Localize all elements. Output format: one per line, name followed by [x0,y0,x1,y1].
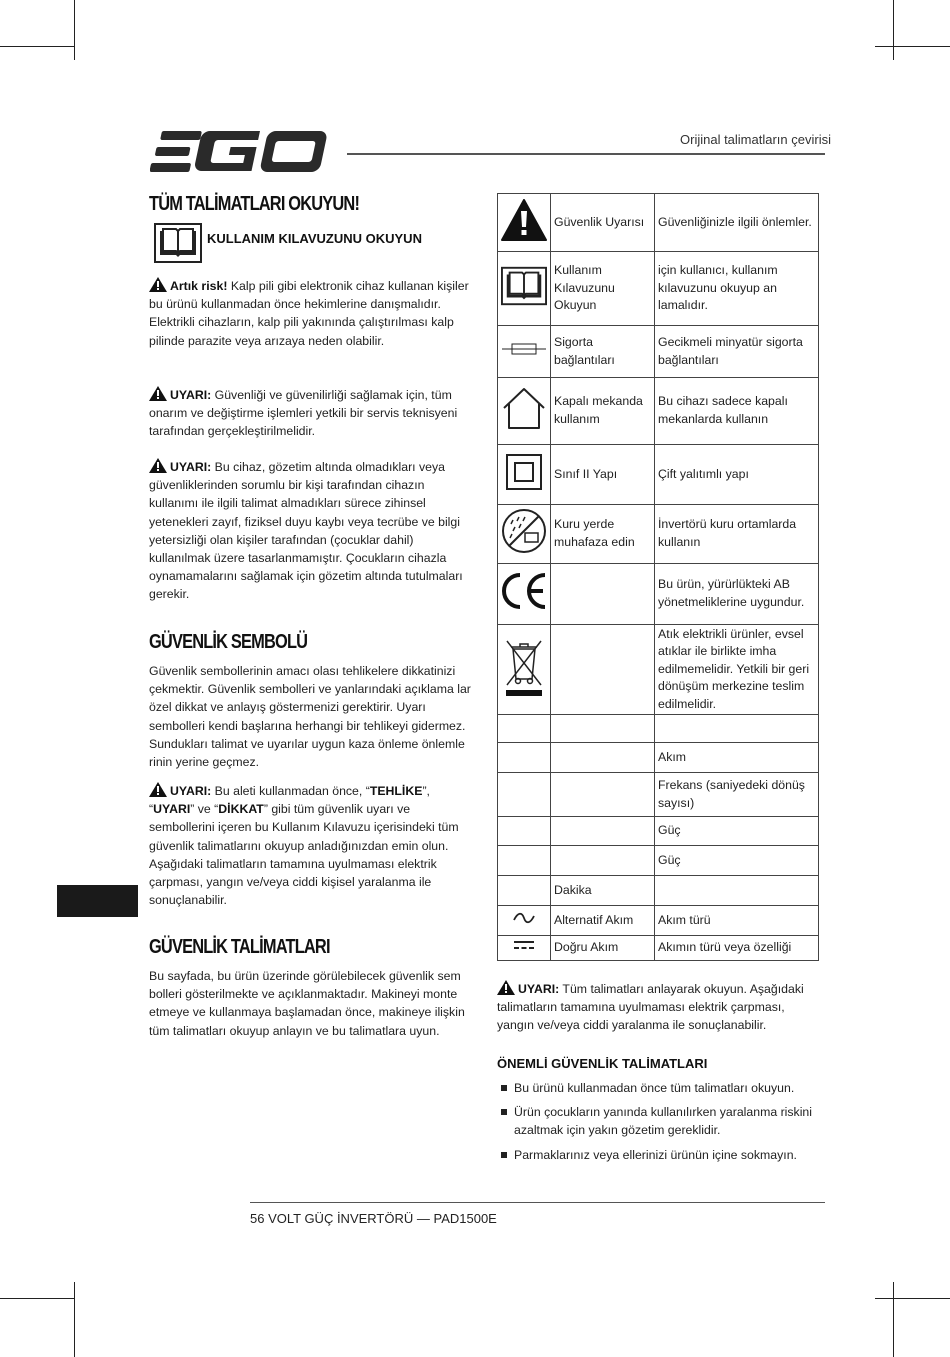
house-icon [501,386,547,430]
symbol-desc: Atık elektrikli ürünler, evsel atıklar ile birlikte imha edilmemelidir. Yetkili bir geri dönüşüm merkezine teslim edilmelidir. [655,625,819,715]
table-row [498,564,819,625]
footer-page-label: 56 VOLT GÜÇ İNVERTÖRÜ — PAD1500E [250,1211,497,1226]
fuse-icon [502,342,546,356]
symbol-icon-cell [498,505,551,564]
symbol-name [551,715,655,743]
list-item: Parmaklarınız veya ellerinizi ürünün içine sokmayın. [497,1146,825,1164]
warning-label: UYARI: [518,982,560,996]
table-row [498,906,819,936]
warning-text: ”, “ [149,784,430,817]
symbol-name [551,773,655,817]
symbol-name [551,846,655,876]
symbol-icon-cell [498,773,551,817]
weee-bin-icon [502,635,546,699]
ego-logo [150,131,332,173]
symbol-name: Sınıf II Yapı [551,445,655,505]
symbol-name [551,625,655,715]
list-item: Ürün çocukların yanında kullanılırken yaralanma riskini azaltmak için yakın gözetim gereklidir. [497,1103,825,1139]
warning-label: UYARI: [170,388,212,402]
symbol-desc: Akımın türü veya özelliği [655,936,819,961]
list-item: Bu ürünü kullanmadan önce tüm talimatları okuyun. [497,1079,825,1097]
warning-read-manual-paragraph [149,782,471,909]
symbol-desc [655,715,819,743]
translation-note: Orijinal talimatların çevirisi [680,132,831,147]
safety-bullet-list [497,1079,825,1164]
symbol-name [551,743,655,773]
warning-text: ” ve “ [190,802,219,817]
important-safety-title: ÖNEMLİ GÜVENLİK TALİMATLARI [497,1056,708,1071]
safety-symbol-title: GÜVENLİK SEMBOLÜ [149,631,308,653]
symbol-icon-cell [498,906,551,936]
caution-word: DİKKAT [218,802,264,817]
warning-text: Tüm talimatları anlayarak okuyun. Aşağıdaki talimatların tamamına uyulmaması elektrik çarpması, yangın ve/veya ciddi yaralanma ile sonuçlanabilir. [497,982,804,1033]
table-row [498,445,819,505]
symbol-desc: Güç [655,846,819,876]
safety-symbol-text: Güvenlik sembollerinin amacı olası tehlikelere dikkatinizi çekmektir. Güvenlik sembolleri ve yanlarındaki açıklama lar özel dikkat ve anlayış göstermenizi gerektirir. Uyarı sembolleri kendi başlarına herhangi bir tehlikeyi gidermez. Sundukları talimat ve uyarılar uygun kaza önleme önlemle rinin yerine geçmez. [149,664,471,770]
symbol-icon-cell [498,876,551,906]
symbol-desc: Güvenliğinizle ilgili önlemler. [655,194,819,252]
dc-icon [513,939,535,951]
crop-mark [875,1298,950,1299]
symbol-icon-cell [498,936,551,961]
crop-mark [875,46,950,47]
symbol-desc: Akım [655,743,819,773]
crop-mark [893,1282,894,1357]
table-row [498,505,819,564]
table-row [498,378,819,445]
table-row [498,876,819,906]
warning-triangle-icon [149,277,167,292]
symbol-name: Sigorta bağlantıları [551,326,655,378]
crop-mark [0,46,75,47]
crop-mark [74,0,75,60]
warning-triangle-icon [501,199,547,241]
warning-label: UYARI: [170,460,212,474]
warning-text: Güvenliği ve güvenilirliği sağlamak için, tüm onarım ve değiştirme işlemleri yetkili bir servis teknisyeni tarafından gerçekleştirilmelidir. [149,388,458,439]
table-row [498,773,819,817]
table-row [498,194,819,252]
residual-risk-paragraph [149,277,471,350]
symbol-desc: Akım türü [655,906,819,936]
warning-triangle-icon [149,458,167,473]
symbol-name: Doğru Akım [551,936,655,961]
keep-dry-icon [501,508,547,554]
warning-label: UYARI: [170,784,212,798]
warning-service-paragraph [149,386,471,441]
symbol-icon-cell [498,326,551,378]
safety-instructions-text: Bu sayfada, bu ürün üzerinde görülebilecek güvenlik sem bolleri gösterilmekte ve açıklanmaktadır. Makineyi monte etmeye ve kullanmaya başlamadan önce, makineye ilişkin tüm talimatları okuyup anlayın ve bu talimatlara uyun. [149,969,465,1038]
symbol-desc: Frekans (saniyedeki dönüş sayısı) [655,773,819,817]
symbol-icon-cell [498,252,551,326]
warning-text: Bu cihaz, gözetim altında olmadıkları veya güvenliklerinden sorumlu bir kişi tarafından cihazın kullanımı ile ilgili talimat almadıkları sürece zihinsel yetenekleri zayıf, fiziksel duyu kaybı veya tecrübe ve bilgi yetersizliği olan kişiler tarafından (çocuklar dahil) kullanılmak üzere tasarlanmamıştır. Çocukların cihazla oynamamalarını sağlamak için gözetim altında tutulmaları gerekir. [149,460,463,602]
residual-risk-text: Kalp pili gibi elektronik cihaz kullanan kişiler bu ürünü kullanmadan önce hekimlerine danışmalıdır. Elektrikli cihazların, kalp pili yakınında çalıştırılması kalp pilinde parazite veya arızaya neden olabilir. [149,279,469,348]
symbol-name: Kuru yerde muhafaza edin [551,505,655,564]
symbol-icon-cell [498,625,551,715]
safety-instructions-title: GÜVENLİK TALİMATLARI [149,936,330,958]
symbol-desc: Bu cihazı sadece kapalı mekanlarda kullanın [655,378,819,445]
symbol-desc: Güç [655,817,819,846]
warning-triangle-icon [497,980,515,995]
warning-triangle-icon [149,386,167,401]
table-row [498,715,819,743]
symbol-icon-cell [498,817,551,846]
symbol-icon-cell [498,445,551,505]
warning-word: UYARI [153,802,191,817]
symbol-name: Alternatif Akım [551,906,655,936]
symbol-name: Kullanım Kılavuzunu Okuyun [551,252,655,326]
symbol-desc: Çift yalıtımlı yapı [655,445,819,505]
symbol-desc: Bu ürün, yürürlükteki AB yönetmeliklerine uygundur. [655,564,819,625]
crop-mark [74,1282,75,1357]
ac-tilde-icon [513,912,535,924]
symbol-desc: Gecikmeli minyatür sigorta bağlantıları [655,326,819,378]
warning-children-paragraph [149,458,471,604]
symbol-name: Güvenlik Uyarısı [551,194,655,252]
table-row [498,936,819,961]
crop-mark [893,0,894,60]
crop-mark [0,1298,75,1299]
read-manual-label: KULLANIM KILAVUZUNU OKUYUN [207,231,422,246]
language-tab [57,885,138,917]
warning-text: Bu aleti kullanmadan önce, “ [211,784,370,798]
symbol-desc [655,876,819,906]
symbol-icon-cell [498,378,551,445]
read-all-title: TÜM TALİMATLARI OKUYUN! [149,193,360,215]
manual-book-icon [501,266,547,306]
symbol-name: Kapalı mekanda kullanım [551,378,655,445]
symbol-icon-cell [498,715,551,743]
symbol-desc: için kullanıcı, kullanım kılavuzunu okuyup an lamalıdır. [655,252,819,326]
table-row [498,326,819,378]
warning-triangle-icon [149,782,167,797]
ce-mark-icon [499,571,549,611]
warning-understand-paragraph [497,980,825,1035]
symbol-name [551,564,655,625]
header-rule [347,153,825,155]
warning-text: ” gibi tüm güvenlik uyarı ve sembollerini içeren bu Kullanım Kılavuzu içerisindeki tüm güvenlik talimatlarını okuyup anladığınızdan emin olun. Aşağıdaki talimatların tamamına uyulmaması elektrik çarpması, yangın ve/veya ciddi kişisel yaralanma ile sonuçlanabilir. [149,802,459,908]
symbol-icon-cell [498,564,551,625]
symbol-icon-cell [498,743,551,773]
symbol-desc: İnvertörü kuru ortamlarda kullanın [655,505,819,564]
symbol-table [497,193,819,961]
table-row [498,252,819,326]
residual-risk-label: Artık risk! [170,279,228,293]
table-row [498,817,819,846]
table-row [498,743,819,773]
class-ii-icon [505,453,543,491]
table-row [498,846,819,876]
footer-rule [250,1202,825,1203]
symbol-icon-cell [498,846,551,876]
symbol-name [551,817,655,846]
danger-word: TEHLİKE [369,784,423,798]
symbol-icon-cell [498,194,551,252]
table-row [498,625,819,715]
manual-book-icon [154,223,202,263]
symbol-name: Dakika [551,876,655,906]
